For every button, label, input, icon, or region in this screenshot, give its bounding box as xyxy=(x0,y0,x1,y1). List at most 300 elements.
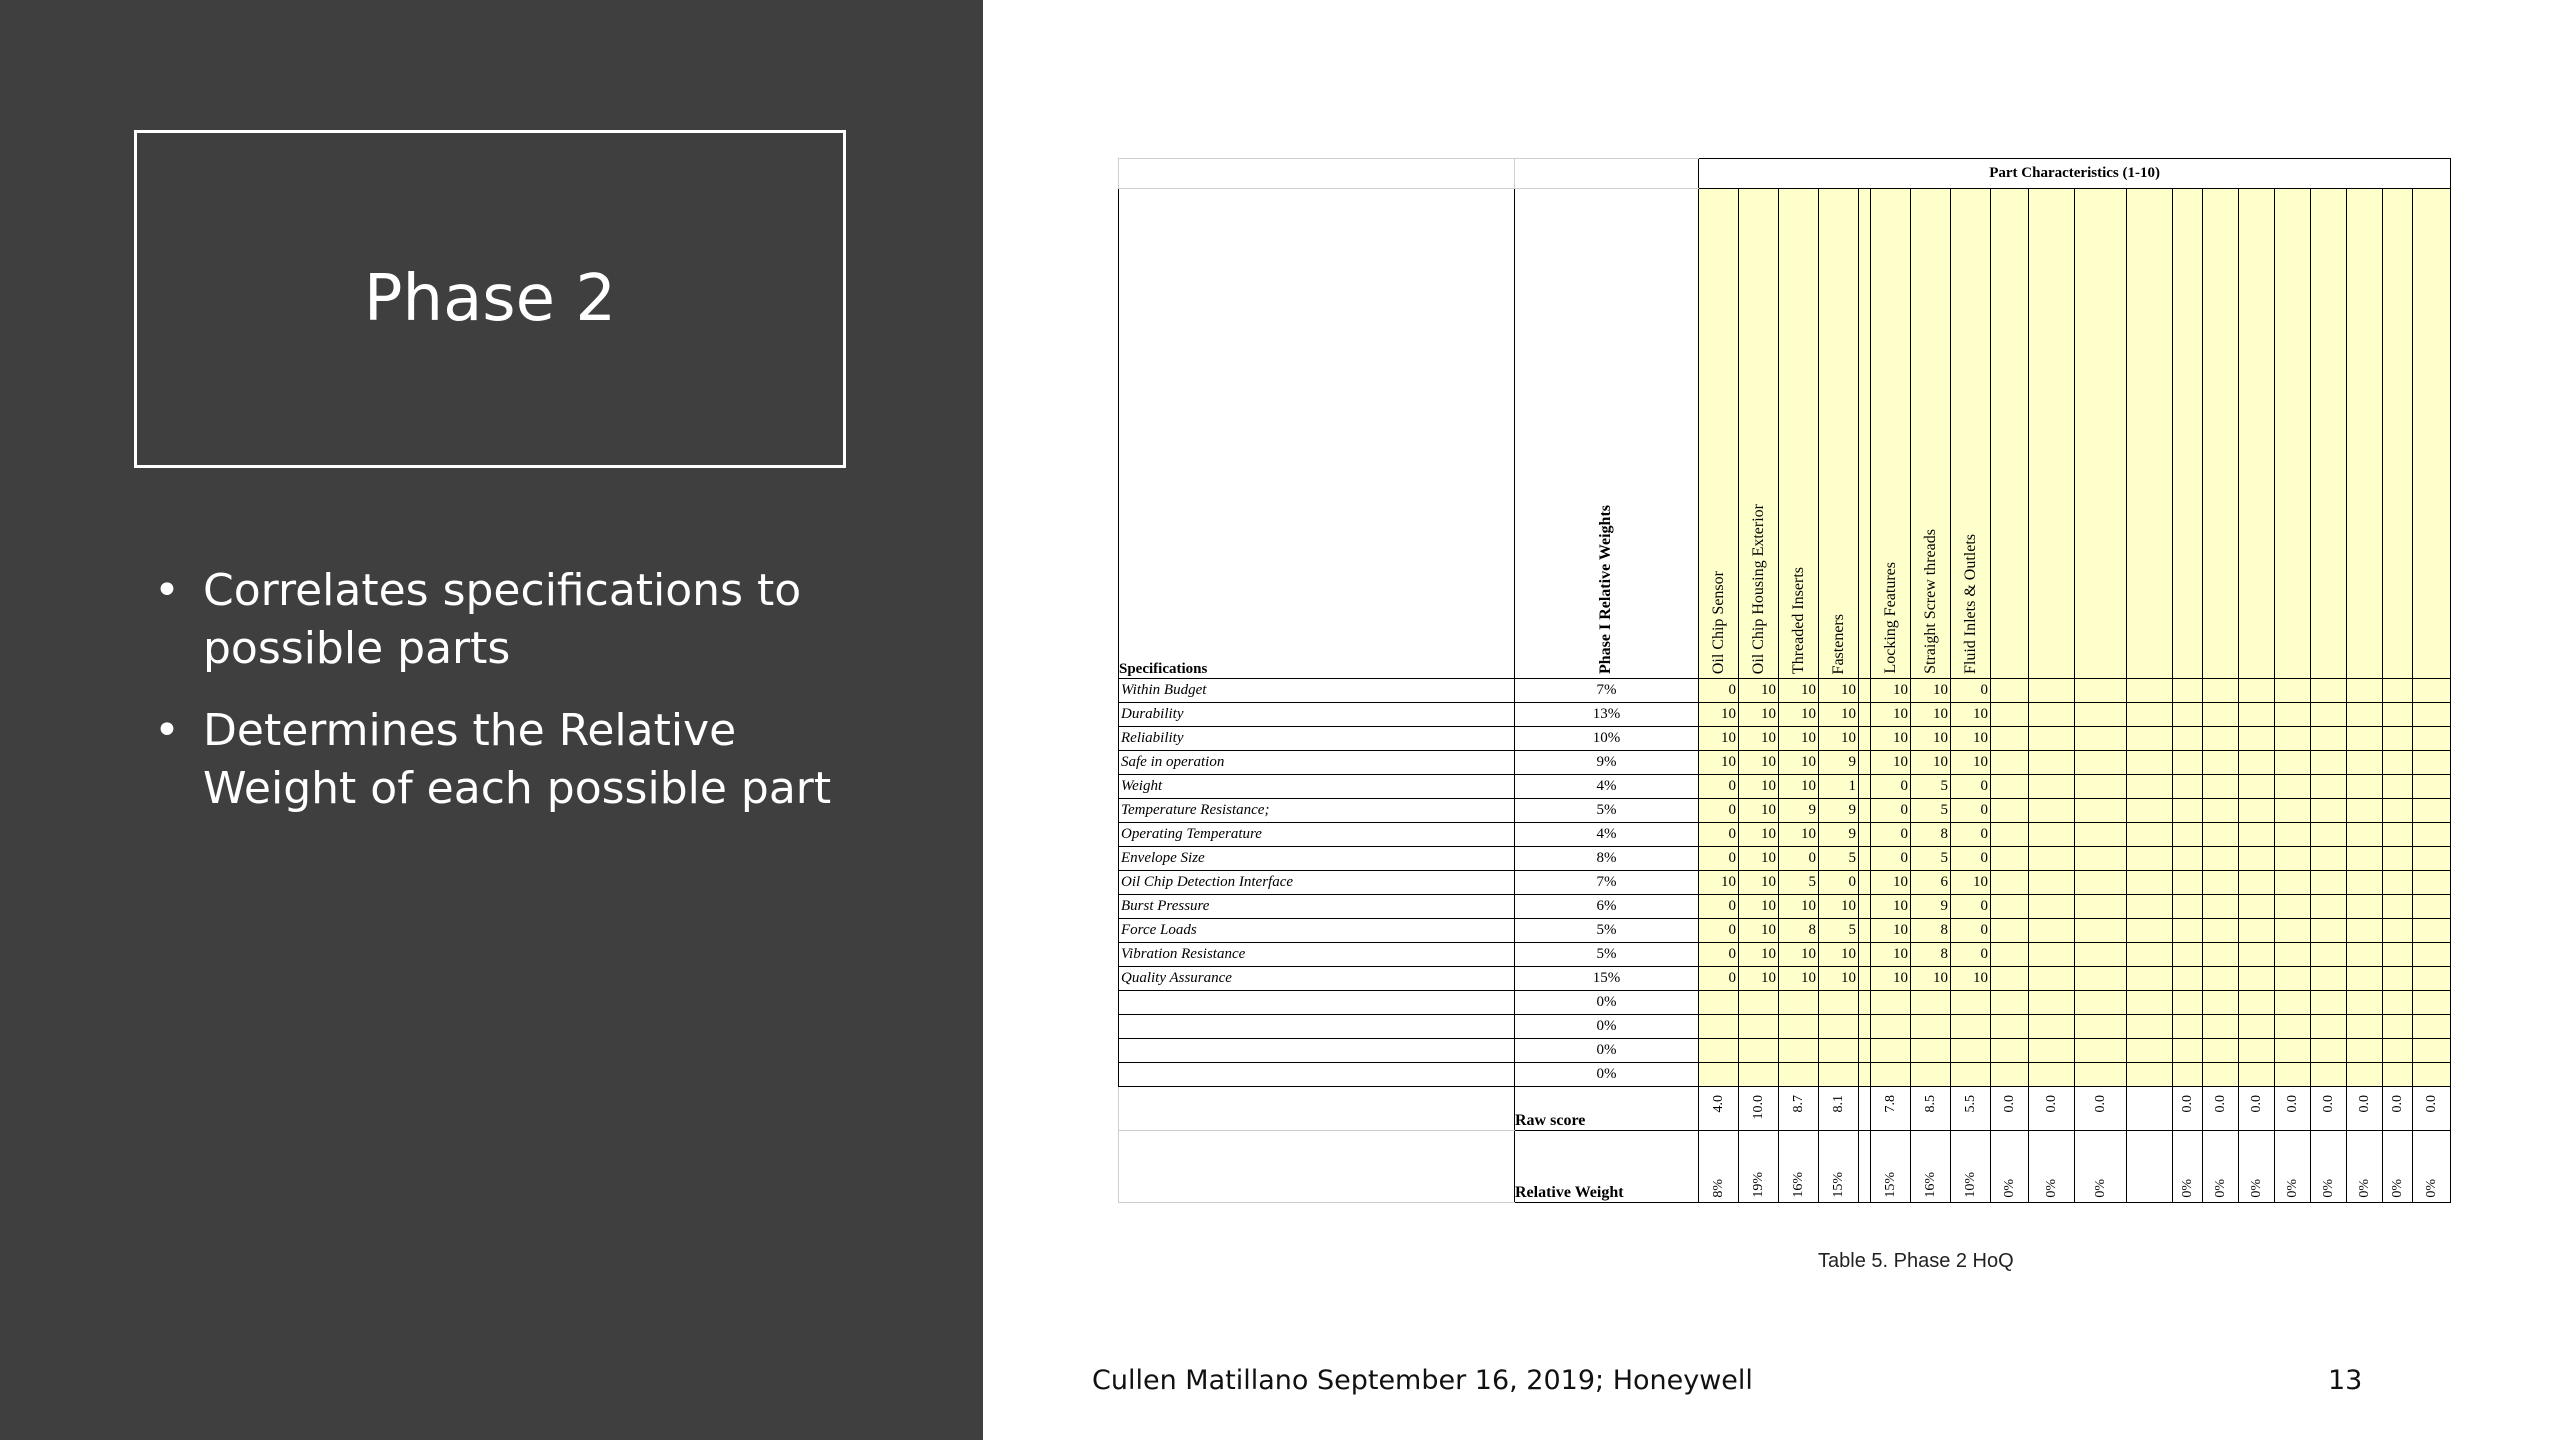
score-cell xyxy=(1991,727,2029,751)
score-cell xyxy=(2383,1063,2413,1087)
table-row xyxy=(1119,775,2451,799)
raw-score-cell xyxy=(2413,1087,2451,1131)
score-cell xyxy=(2127,751,2173,775)
score-cell xyxy=(1991,871,2029,895)
bullet-dot: • xyxy=(154,565,180,616)
score-cell xyxy=(2203,799,2239,823)
score-cell: 0 xyxy=(1951,847,1991,871)
score-cell xyxy=(2383,895,2413,919)
raw-score-value: 0.0 xyxy=(2423,1095,2439,1113)
score-cell: 0 xyxy=(1951,775,1991,799)
score-cell xyxy=(2383,943,2413,967)
raw-score-cell xyxy=(2347,1087,2383,1131)
weight-cell: 0% xyxy=(1515,1039,1699,1063)
weights-header xyxy=(1515,189,1699,679)
score-cell xyxy=(2173,727,2203,751)
score-cell xyxy=(2311,1039,2347,1063)
score-cell: 10 xyxy=(1819,703,1859,727)
weight-cell: 13% xyxy=(1515,703,1699,727)
specification-cell: Safe in operation xyxy=(1119,751,1515,775)
score-cell: 5 xyxy=(1819,919,1859,943)
score-cell: 10 xyxy=(1739,727,1779,751)
raw-score-cell xyxy=(2383,1087,2413,1131)
weight-cell: 0% xyxy=(1515,991,1699,1015)
relative-weight-value: 8% xyxy=(1710,1179,1726,1198)
score-cell xyxy=(2127,895,2173,919)
raw-score-value: 8.5 xyxy=(1922,1095,1938,1113)
hoq-table xyxy=(1118,158,2451,1203)
score-cell xyxy=(2275,751,2311,775)
score-cell: 10 xyxy=(1779,775,1819,799)
score-cell xyxy=(2173,679,2203,703)
score-cell xyxy=(2383,727,2413,751)
score-cell xyxy=(2173,799,2203,823)
relative-weight-cell xyxy=(1819,1131,1859,1203)
page-number: 13 xyxy=(2328,1365,2363,1396)
score-cell xyxy=(2347,871,2383,895)
score-cell xyxy=(2239,919,2275,943)
score-cell xyxy=(2311,751,2347,775)
score-cell xyxy=(1859,1015,1871,1039)
specification-cell: Vibration Resistance xyxy=(1119,943,1515,967)
score-cell xyxy=(2383,967,2413,991)
relative-weight-value: 0% xyxy=(2001,1179,2017,1198)
score-cell: 10 xyxy=(1911,727,1951,751)
score-cell: 0 xyxy=(1951,919,1991,943)
score-cell: 10 xyxy=(1779,703,1819,727)
relative-weight-cell xyxy=(2413,1131,2451,1203)
weight-cell: 5% xyxy=(1515,919,1699,943)
score-cell xyxy=(1859,1039,1871,1063)
part-column-label: Locking Features xyxy=(1881,562,1899,674)
table-row xyxy=(1119,1039,2451,1063)
specification-cell: Within Budget xyxy=(1119,679,1515,703)
score-cell xyxy=(2239,847,2275,871)
score-cell xyxy=(2275,943,2311,967)
score-cell xyxy=(2275,871,2311,895)
score-cell xyxy=(2075,1015,2127,1039)
score-cell xyxy=(1951,1063,1991,1087)
score-cell xyxy=(1859,679,1871,703)
score-cell: 10 xyxy=(1871,967,1911,991)
score-cell xyxy=(2275,1015,2311,1039)
score-cell xyxy=(1859,919,1871,943)
score-cell xyxy=(2275,727,2311,751)
score-cell: 10 xyxy=(1911,751,1951,775)
score-cell xyxy=(2413,919,2451,943)
score-cell xyxy=(1699,1039,1739,1063)
raw-score-value: 0.0 xyxy=(2043,1095,2059,1113)
score-cell xyxy=(2275,775,2311,799)
score-cell xyxy=(2127,679,2173,703)
raw-score-value: 0.0 xyxy=(2212,1095,2228,1113)
score-cell xyxy=(2383,679,2413,703)
score-cell xyxy=(2029,1039,2075,1063)
score-cell xyxy=(2311,679,2347,703)
score-cell xyxy=(2275,703,2311,727)
raw-score-cell xyxy=(2173,1087,2203,1131)
score-cell xyxy=(1859,871,1871,895)
table-row xyxy=(1119,823,2451,847)
bullet-item xyxy=(150,562,890,678)
score-cell xyxy=(2203,775,2239,799)
score-cell: 5 xyxy=(1911,847,1951,871)
score-cell xyxy=(2127,703,2173,727)
raw-score-value: 0.0 xyxy=(2248,1095,2264,1113)
relative-weight-cell xyxy=(1859,1131,1871,1203)
relative-weight-cell xyxy=(2239,1131,2275,1203)
raw-score-cell xyxy=(1911,1087,1951,1131)
score-cell xyxy=(1991,679,2029,703)
score-cell: 10 xyxy=(1779,895,1819,919)
relative-weight-row xyxy=(1119,1131,2451,1203)
score-cell: 10 xyxy=(1739,679,1779,703)
score-cell: 10 xyxy=(1739,871,1779,895)
score-cell xyxy=(2347,1039,2383,1063)
score-cell: 0 xyxy=(1699,679,1739,703)
score-cell xyxy=(1991,1015,2029,1039)
table-caption: Table 5. Phase 2 HoQ xyxy=(1818,1250,2014,1272)
score-cell xyxy=(2029,679,2075,703)
score-cell: 10 xyxy=(1911,679,1951,703)
bullet-list xyxy=(150,562,890,842)
score-cell xyxy=(2173,991,2203,1015)
score-cell: 5 xyxy=(1819,847,1859,871)
score-cell xyxy=(2029,967,2075,991)
score-cell xyxy=(2347,751,2383,775)
score-cell xyxy=(1991,823,2029,847)
relative-weight-cell xyxy=(1991,1131,2029,1203)
specification-cell: Force Loads xyxy=(1119,919,1515,943)
score-cell xyxy=(2413,1015,2451,1039)
score-cell xyxy=(2413,751,2451,775)
score-cell: 0 xyxy=(1951,823,1991,847)
relative-weight-value: 10% xyxy=(1962,1172,1978,1198)
score-cell xyxy=(2075,727,2127,751)
score-cell xyxy=(2075,679,2127,703)
score-cell xyxy=(2127,1063,2173,1087)
relative-weight-cell xyxy=(2075,1131,2127,1203)
score-cell xyxy=(2413,1039,2451,1063)
score-cell: 10 xyxy=(1739,967,1779,991)
raw-score-value: 0.0 xyxy=(2179,1095,2195,1113)
relative-weight-label: Relative Weight xyxy=(1515,1131,1699,1203)
score-cell: 9 xyxy=(1911,895,1951,919)
score-cell xyxy=(2413,703,2451,727)
score-cell: 10 xyxy=(1779,943,1819,967)
score-cell: 9 xyxy=(1819,823,1859,847)
score-cell xyxy=(2275,847,2311,871)
score-cell xyxy=(1911,991,1951,1015)
score-cell xyxy=(2347,1063,2383,1087)
weight-cell: 9% xyxy=(1515,751,1699,775)
score-cell xyxy=(2239,679,2275,703)
score-cell xyxy=(2275,823,2311,847)
raw-score-value: 0.0 xyxy=(2356,1095,2372,1113)
score-cell: 10 xyxy=(1819,943,1859,967)
score-cell xyxy=(1991,847,2029,871)
score-cell xyxy=(2311,967,2347,991)
score-cell xyxy=(2075,799,2127,823)
score-cell: 10 xyxy=(1871,943,1911,967)
raw-score-cell xyxy=(1739,1087,1779,1131)
score-cell: 10 xyxy=(1739,703,1779,727)
empty-cell xyxy=(1119,1087,1515,1131)
part-column-header xyxy=(1951,189,1991,679)
score-cell xyxy=(2203,1015,2239,1039)
score-cell xyxy=(2127,727,2173,751)
relative-weight-value: 0% xyxy=(2179,1179,2195,1198)
part-column-label: Fluid Inlets & Outlets xyxy=(1961,534,1979,674)
score-cell xyxy=(2127,967,2173,991)
score-cell xyxy=(1991,967,2029,991)
score-cell: 0 xyxy=(1699,895,1739,919)
relative-weight-cell xyxy=(2311,1131,2347,1203)
relative-weight-value: 0% xyxy=(2043,1179,2059,1198)
score-cell: 10 xyxy=(1819,727,1859,751)
score-cell xyxy=(2203,727,2239,751)
score-cell xyxy=(2347,727,2383,751)
score-cell xyxy=(1871,1015,1911,1039)
score-cell xyxy=(2413,727,2451,751)
raw-score-cell xyxy=(1699,1087,1739,1131)
score-cell xyxy=(2029,751,2075,775)
part-column-header xyxy=(1739,189,1779,679)
score-cell xyxy=(2413,967,2451,991)
score-cell: 10 xyxy=(1871,679,1911,703)
slide-title: Phase 2 xyxy=(363,262,617,336)
score-cell xyxy=(1859,727,1871,751)
score-cell: 10 xyxy=(1739,751,1779,775)
score-cell xyxy=(2413,895,2451,919)
table-row xyxy=(1119,703,2451,727)
score-cell xyxy=(2413,871,2451,895)
score-cell xyxy=(2239,727,2275,751)
part-column-header xyxy=(2347,189,2383,679)
score-cell: 10 xyxy=(1951,967,1991,991)
score-cell xyxy=(2203,847,2239,871)
raw-score-cell xyxy=(1871,1087,1911,1131)
weight-cell: 8% xyxy=(1515,847,1699,871)
score-cell: 10 xyxy=(1739,799,1779,823)
relative-weight-cell xyxy=(1699,1131,1739,1203)
score-cell xyxy=(2311,943,2347,967)
table-row xyxy=(1119,895,2451,919)
score-cell xyxy=(2413,1063,2451,1087)
score-cell xyxy=(2239,775,2275,799)
score-cell: 10 xyxy=(1739,895,1779,919)
score-cell xyxy=(2029,823,2075,847)
relative-weight-cell xyxy=(2347,1131,2383,1203)
score-cell xyxy=(1991,703,2029,727)
weight-cell: 5% xyxy=(1515,943,1699,967)
score-cell xyxy=(2275,895,2311,919)
score-cell xyxy=(2275,919,2311,943)
score-cell: 10 xyxy=(1871,919,1911,943)
part-column-header xyxy=(2173,189,2203,679)
score-cell xyxy=(2239,943,2275,967)
score-cell xyxy=(2311,991,2347,1015)
score-cell xyxy=(2203,703,2239,727)
score-cell xyxy=(2239,751,2275,775)
score-cell xyxy=(2347,799,2383,823)
score-cell xyxy=(2311,871,2347,895)
score-cell xyxy=(2347,823,2383,847)
score-cell: 10 xyxy=(1739,823,1779,847)
score-cell: 0 xyxy=(1819,871,1859,895)
score-cell xyxy=(1819,1039,1859,1063)
score-cell xyxy=(1911,1063,1951,1087)
score-cell xyxy=(2127,847,2173,871)
relative-weight-value: 0% xyxy=(2320,1179,2336,1198)
relative-weight-cell xyxy=(2127,1131,2173,1203)
score-cell xyxy=(2127,799,2173,823)
score-cell xyxy=(2239,703,2275,727)
part-column-header xyxy=(2239,189,2275,679)
score-cell xyxy=(2075,703,2127,727)
relative-weight-cell xyxy=(2029,1131,2075,1203)
raw-score-cell xyxy=(2311,1087,2347,1131)
score-cell xyxy=(2347,967,2383,991)
score-cell xyxy=(2347,1015,2383,1039)
part-column-header xyxy=(1859,189,1871,679)
raw-score-value: 0.0 xyxy=(2001,1095,2017,1113)
score-cell: 9 xyxy=(1779,799,1819,823)
part-column-header xyxy=(1819,189,1859,679)
relative-weight-cell xyxy=(2203,1131,2239,1203)
score-cell xyxy=(2203,823,2239,847)
score-cell xyxy=(1951,991,1991,1015)
score-cell xyxy=(2075,871,2127,895)
part-column-label: Fasteners xyxy=(1829,613,1847,674)
score-cell xyxy=(2311,1015,2347,1039)
score-cell xyxy=(2413,847,2451,871)
score-cell xyxy=(2127,871,2173,895)
score-cell xyxy=(2029,799,2075,823)
relative-weight-cell xyxy=(1951,1131,1991,1203)
score-cell: 6 xyxy=(1911,871,1951,895)
score-cell: 10 xyxy=(1819,895,1859,919)
score-cell: 8 xyxy=(1911,943,1951,967)
score-cell xyxy=(2275,967,2311,991)
score-cell xyxy=(1911,1015,1951,1039)
score-cell: 0 xyxy=(1871,775,1911,799)
table-row xyxy=(1119,679,2451,703)
score-cell: 10 xyxy=(1819,679,1859,703)
score-cell xyxy=(2203,895,2239,919)
relative-weight-value: 0% xyxy=(2356,1179,2372,1198)
score-cell xyxy=(2311,895,2347,919)
score-cell xyxy=(1699,991,1739,1015)
score-cell xyxy=(2203,1063,2239,1087)
score-cell xyxy=(2029,991,2075,1015)
table-row xyxy=(1119,847,2451,871)
score-cell xyxy=(1859,1063,1871,1087)
score-cell xyxy=(2239,1039,2275,1063)
score-cell: 10 xyxy=(1871,751,1911,775)
score-cell xyxy=(2311,703,2347,727)
score-cell: 10 xyxy=(1871,727,1911,751)
raw-score-value: 5.5 xyxy=(1962,1095,1978,1113)
bullet-text: Determines the Relative Weight of each possible part xyxy=(203,705,832,814)
score-cell xyxy=(2075,1039,2127,1063)
raw-score-cell xyxy=(2127,1087,2173,1131)
part-column-header xyxy=(2075,189,2127,679)
score-cell xyxy=(2029,727,2075,751)
score-cell xyxy=(1859,751,1871,775)
score-cell xyxy=(2203,919,2239,943)
score-cell xyxy=(2311,799,2347,823)
score-cell xyxy=(2173,895,2203,919)
score-cell xyxy=(2203,1039,2239,1063)
raw-score-cell xyxy=(1951,1087,1991,1131)
score-cell xyxy=(2203,943,2239,967)
table-row xyxy=(1119,967,2451,991)
score-cell xyxy=(2127,919,2173,943)
score-cell xyxy=(1739,1039,1779,1063)
part-column-header xyxy=(1991,189,2029,679)
score-cell xyxy=(1871,1039,1911,1063)
score-cell: 10 xyxy=(1779,679,1819,703)
title-box xyxy=(134,130,846,468)
table-header-row xyxy=(1119,159,2451,189)
weight-cell: 4% xyxy=(1515,823,1699,847)
empty-cell xyxy=(1515,159,1699,189)
part-column-label: Oil Chip Housing Exterior xyxy=(1749,503,1767,674)
table-row xyxy=(1119,1015,2451,1039)
score-cell xyxy=(1991,895,2029,919)
score-cell xyxy=(2413,679,2451,703)
score-cell xyxy=(2275,679,2311,703)
specification-cell: Oil Chip Detection Interface xyxy=(1119,871,1515,895)
part-column-header xyxy=(2275,189,2311,679)
score-cell: 8 xyxy=(1911,919,1951,943)
raw-score-row xyxy=(1119,1087,2451,1131)
score-cell xyxy=(2275,1063,2311,1087)
score-cell xyxy=(2173,823,2203,847)
score-cell xyxy=(2383,1015,2413,1039)
left-panel xyxy=(0,0,983,1440)
score-cell xyxy=(2413,799,2451,823)
score-cell xyxy=(2127,991,2173,1015)
empty-cell xyxy=(1119,1131,1515,1203)
score-cell xyxy=(2311,847,2347,871)
relative-weight-cell xyxy=(2275,1131,2311,1203)
score-cell xyxy=(2029,895,2075,919)
score-cell xyxy=(2173,1063,2203,1087)
score-cell: 5 xyxy=(1779,871,1819,895)
score-cell: 8 xyxy=(1779,919,1819,943)
part-column-header xyxy=(2127,189,2173,679)
score-cell xyxy=(1991,991,2029,1015)
specification-cell: Quality Assurance xyxy=(1119,967,1515,991)
score-cell xyxy=(1859,775,1871,799)
part-characteristics-header: Part Characteristics (1-10) xyxy=(1699,159,2451,189)
part-column-header xyxy=(2203,189,2239,679)
table-row xyxy=(1119,727,2451,751)
score-cell xyxy=(2347,847,2383,871)
score-cell xyxy=(2383,991,2413,1015)
score-cell xyxy=(2075,919,2127,943)
score-cell xyxy=(2173,703,2203,727)
score-cell xyxy=(2203,751,2239,775)
relative-weight-value: 15% xyxy=(1882,1172,1898,1198)
specification-cell: Durability xyxy=(1119,703,1515,727)
score-cell: 0 xyxy=(1871,823,1911,847)
empty-cell xyxy=(1119,159,1515,189)
score-cell: 10 xyxy=(1739,943,1779,967)
table-row xyxy=(1119,751,2451,775)
